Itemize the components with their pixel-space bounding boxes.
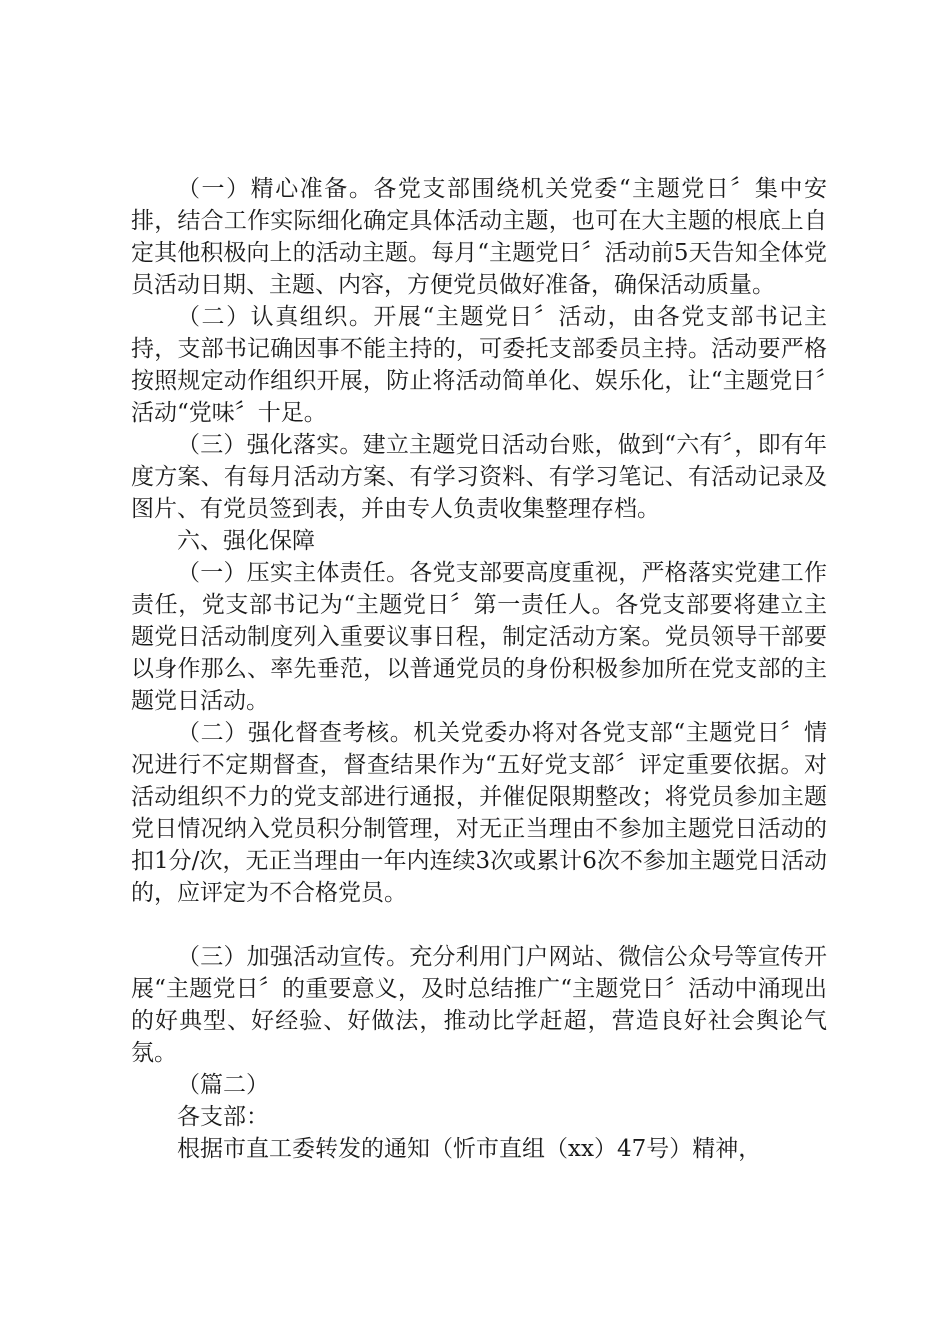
- document-body: [131, 173, 827, 1165]
- paragraph-implementation: （三）强化落实。建立主题党日活动台账，做到“六有〞，即有年度方案、有每月活动方案、有学习资料、有学习笔记、有活动记录及图片、有党员签到表，并由专人负责收集整理存档。: [131, 432, 827, 522]
- chapter-heading-part-two: （篇二）: [177, 1072, 269, 1098]
- paragraph-notice-reference: 根据市直工委转发的通知（忻市直组（xx）47号）精神，: [177, 1136, 762, 1162]
- paragraph-preparation: （一）精心准备。各党支部围绕机关党委“主题党日〞集中安排，结合工作实际细化确定具体活动主题，也可在大主题的根底上自定其他积极向上的活动主题。每月“主题党日〞活动前5天告知全体党员活动日期、主题、内容，方便党员做好准备，确保活动质量。: [131, 176, 827, 298]
- paragraph-responsibility: （一）压实主体责任。各党支部要高度重视，严格落实党建工作责任，党支部书记为“主题党日〞第一责任人。各党支部要将建立主题党日活动制度列入重要议事日程，制定活动方案。党员领导干部要以身作那么、率先垂范，以普通党员的身份积极参加所在党支部的主题党日活动。: [131, 560, 827, 714]
- section-heading-guarantee: 六、强化保障: [177, 528, 315, 554]
- paragraph-organization: （二）认真组织。开展“主题党日〞活动，由各党支部书记主持，支部书记确因事不能主持的，可委托支部委员主持。活动要严格按照规定动作组织开展，防止将活动简单化、娱乐化，让“主题党日〞活动“党味〞十足。: [131, 304, 827, 426]
- salutation: 各支部：: [177, 1104, 269, 1130]
- paragraph-publicity: （三）加强活动宣传。充分利用门户网站、微信公众号等宣传开展“主题党日〞的重要意义，及时总结推广“主题党日〞活动中涌现出的好典型、好经验、好做法，推动比学赶超，营造良好社会舆论气氛。: [131, 944, 827, 1066]
- paragraph-supervision: （二）强化督查考核。机关党委办将对各党支部“主题党日〞情况进行不定期督查，督查结果作为“五好党支部〞评定重要依据。对活动组织不力的党支部进行通报，并催促限期整改；将党员参加主题党日情况纳入党员积分制管理，对无正当理由不参加主题党日活动的扣1分/次，无正当理由一年内连续3次或累计6次不参加主题党日活动的，应评定为不合格党员。: [131, 720, 827, 906]
